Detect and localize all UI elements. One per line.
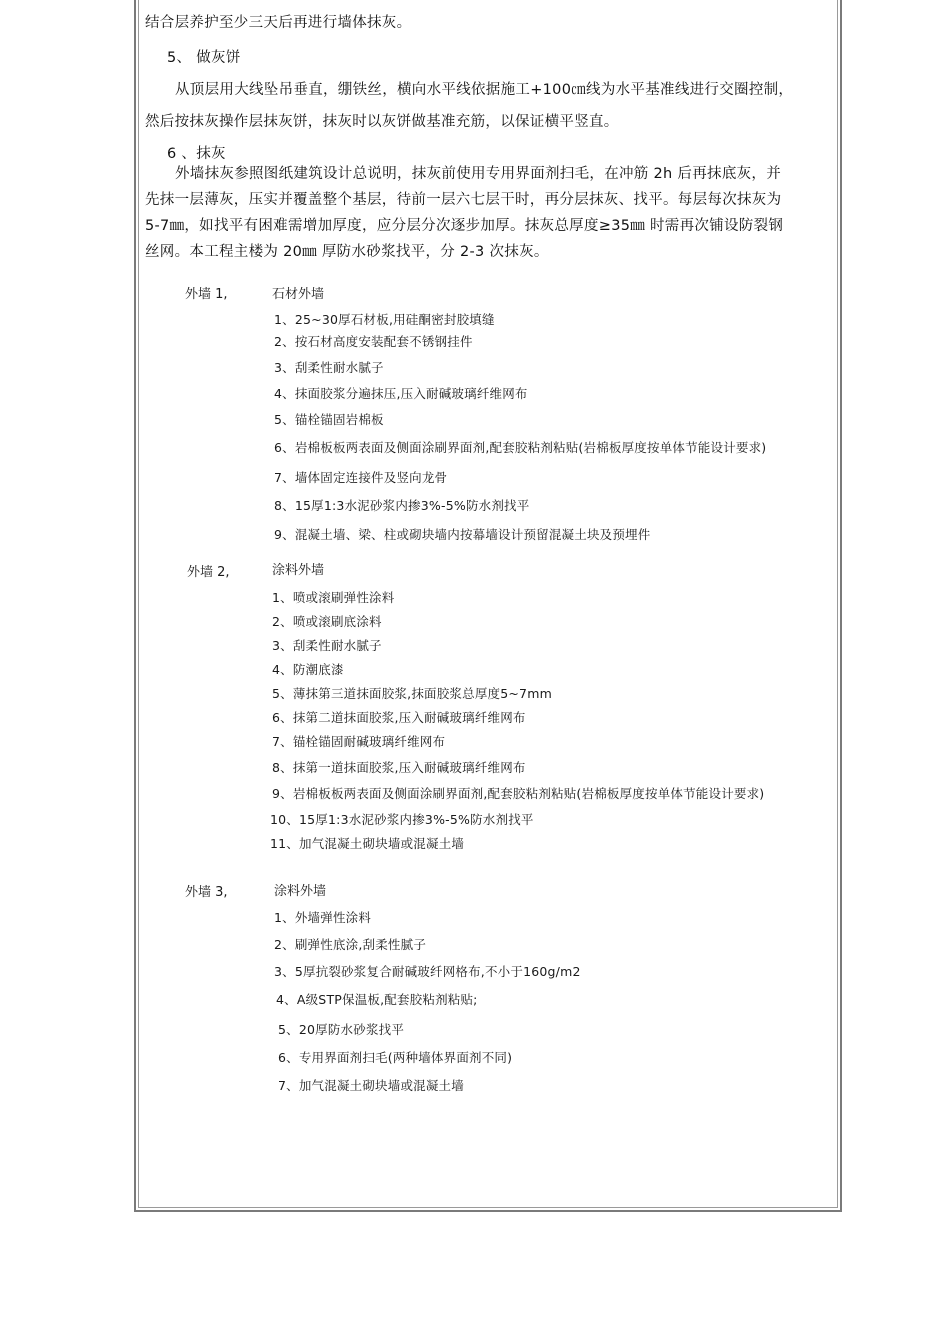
- wall-3-item: 3、5厚抗裂砂浆复合耐碱玻纤网格布,不小于160g/m2: [274, 964, 581, 979]
- wall-2-label: 外墙 2,: [187, 565, 230, 580]
- paragraph-plastering-4: 丝网。本工程主楼为 20㎜ 厚防水砂浆找平，分 2-3 次抹灰。: [145, 244, 549, 260]
- wall-1-item: 6、岩棉板板两表面及侧面涂刷界面剂,配套胶粘剂粘贴(岩棉板厚度按单体节能设计要求): [274, 440, 767, 455]
- paragraph-curing: 结合层养护至少三天后再进行墙体抹灰。: [145, 15, 412, 31]
- wall-3-title: 涂料外墙: [274, 884, 327, 899]
- wall-1-label: 外墙 1,: [185, 287, 228, 302]
- paragraph-plastering-1: 外墙抹灰参照图纸建筑设计总说明，抹灰前使用专用界面剂扫毛，在冲筋 2h 后再抹底灰，并: [175, 166, 782, 182]
- wall-1-title: 石材外墙: [272, 287, 325, 302]
- wall-2-item: 3、刮柔性耐水腻子: [272, 638, 382, 653]
- heading-plastering: 6 、抹灰: [167, 146, 226, 162]
- wall-2-item: 2、喷或滚刷底涂料: [272, 614, 382, 629]
- wall-3-item: 5、20厚防水砂浆找平: [278, 1022, 405, 1037]
- wall-3-item: 7、加气混凝土砌块墙或混凝土墙: [278, 1078, 464, 1093]
- wall-2-item: 1、喷或滚刷弹性涂料: [272, 590, 395, 605]
- paragraph-plastering-2: 先抹一层薄灰，压实并覆盖整个基层，待前一层六七层干时，再分层抹灰、找平。每层每次抹灰为: [145, 192, 782, 208]
- heading-plaster-cakes: 5、 做灰饼: [167, 50, 241, 66]
- wall-3-item: 6、专用界面剂扫毛(两种墙体界面剂不同): [278, 1050, 513, 1065]
- wall-1-item: 9、混凝土墙、梁、柱或砌块墙内按幕墙设计预留混凝土块及预埋件: [274, 527, 651, 542]
- wall-3-item: 1、外墙弹性涂料: [274, 910, 372, 925]
- wall-2-item: 6、抹第二道抹面胶浆,压入耐碱玻璃纤维网布: [272, 710, 526, 725]
- wall-2-item: 9、岩棉板板两表面及侧面涂刷界面剂,配套胶粘剂粘贴(岩棉板厚度按单体节能设计要求): [272, 786, 765, 801]
- wall-1-item: 1、25~30厚石材板,用硅酮密封胶填缝: [274, 312, 495, 327]
- wall-2-item: 7、锚栓锚固耐碱玻璃纤维网布: [272, 734, 446, 749]
- wall-1-item: 3、刮柔性耐水腻子: [274, 360, 384, 375]
- wall-2-title: 涂料外墙: [272, 563, 325, 578]
- wall-2-item: 11、加气混凝土砌块墙或混凝土墙: [270, 836, 465, 851]
- wall-2-item: 5、薄抹第三道抹面胶浆,抹面胶浆总厚度5~7mm: [272, 686, 552, 701]
- wall-2-item: 8、抹第一道抹面胶浆,压入耐碱玻璃纤维网布: [272, 760, 526, 775]
- paragraph-plaster-cakes-2: 然后按抹灰操作层抹灰饼，抹灰时以灰饼做基准充筋，以保证横平竖直。: [145, 114, 619, 130]
- wall-1-item: 4、抹面胶浆分遍抹压,压入耐碱玻璃纤维网布: [274, 386, 528, 401]
- wall-3-label: 外墙 3,: [185, 885, 228, 900]
- paragraph-plaster-cakes-1: 从顶层用大线坠吊垂直，绷铁丝，横向水平线依据施工+100㎝线为水平基准线进行交圈控制，: [175, 82, 794, 98]
- wall-3-item: 2、刷弹性底涂,刮柔性腻子: [274, 937, 427, 952]
- wall-2-item: 4、防潮底漆: [272, 662, 344, 677]
- wall-1-item: 8、15厚1:3水泥砂浆内掺3%-5%防水剂找平: [274, 498, 530, 513]
- wall-2-item: 10、15厚1:3水泥砂浆内掺3%-5%防水剂找平: [270, 812, 534, 827]
- wall-3-item: 4、A级STP保温板,配套胶粘剂粘贴;: [276, 992, 478, 1007]
- paragraph-plastering-3: 5-7㎜，如找平有困难需增加厚度，应分层分次逐步加厚。抹灰总厚度≥35㎜ 时需再次铺设防裂钢: [145, 218, 784, 234]
- wall-1-item: 5、锚栓锚固岩棉板: [274, 412, 384, 427]
- wall-1-item: 7、墙体固定连接件及竖向龙骨: [274, 470, 448, 485]
- wall-1-item: 2、按石材高度安装配套不锈钢挂件: [274, 334, 473, 349]
